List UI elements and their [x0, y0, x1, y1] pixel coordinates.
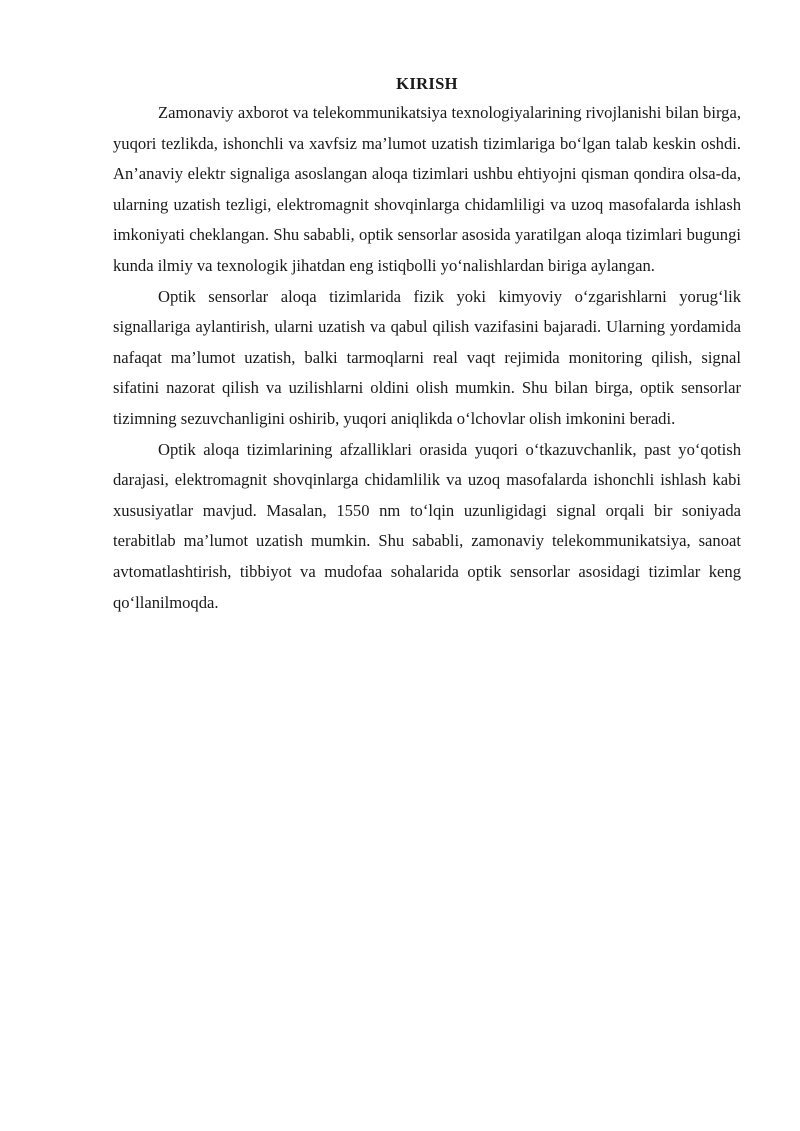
paragraph-3: Optik aloqa tizimlarining afzalliklari orasida yuqori o‘tkazuvchanlik, past yo‘qotish darajasi, elektromagnit shovqinlarga chidamlilik va uzoq masofalarda ishonchli ishlash kabi xususiyatlar mavjud. Masalan, 1550 nm to‘lqin uzunligidagi signal orqali bir soniyada terabitlab ma’lumot uzatish mumkin. Shu sababli, zamonaviy telekommunikatsiya, sanoat avtomatlashtirish, tibbiyot va mudofaa sohalarida optik sensorlar asosidagi tizimlar keng qo‘llanilmoqda. — [113, 439, 741, 612]
document-body — [113, 73, 741, 618]
section-title: KIRISH — [396, 74, 458, 93]
paragraph-1: Zamonaviy axborot va telekommunikatsiya texnologiyalarining rivojlanishi bilan birga, yuqori tezlikda, ishonchli va xavfsiz ma’lumot uzatish tizimlariga bo‘lgan talab keskin oshdi. An’anaviy elektr signaliga asoslangan aloqa tizimlari ushbu ehtiyojni qisman qondira olsa-da, ularning uzatish tezligi, elektromagnit shovqinlarga chidamliligi va uzoq masofalarda ishlash imkoniyati cheklangan. Shu sababli, optik sensorlar asosida yaratilgan aloqa tizimlari bugungi kunda ilmiy va texnologik jihatdan eng istiqbolli yo‘nalishlardan biriga aylangan. — [113, 103, 741, 275]
paragraph-2: Optik sensorlar aloqa tizimlarida fizik yoki kimyoviy o‘zgarishlarni yorug‘lik signallariga aylantirish, ularni uzatish va qabul qilish vazifasini bajaradi. Ularning yordamida nafaqat ma’lumot uzatish, balki tarmoqlarni real vaqt rejimida monitoring qilish, signal sifatini nazorat qilish va uzilishlarni oldini olish mumkin. Shu bilan birga, optik sensorlar tizimning sezuvchanligini oshirib, yuqori aniqlikda o‘lchovlar olish imkonini beradi. — [113, 286, 741, 428]
